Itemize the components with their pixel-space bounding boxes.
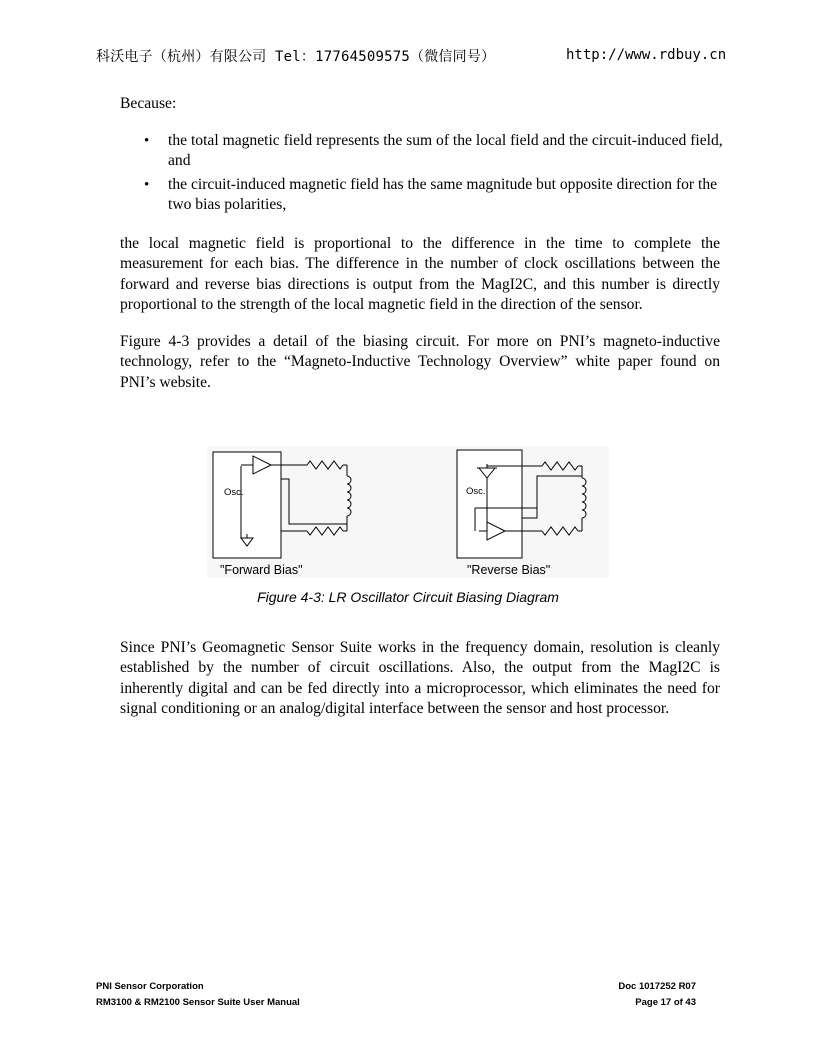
bullet-text: the circuit-induced magnetic field has the same magnitude but opposite direction for the two bias polarities, bbox=[168, 175, 718, 213]
forward-bias-label: "Forward Bias" bbox=[220, 563, 303, 577]
reverse-osc-label: Osc. bbox=[466, 486, 486, 497]
paragraph-frequency-domain: Since PNI’s Geomagnetic Sensor Suite works in the frequency domain, resolution is cleanly established by the number of circuit oscillations. Also, the output from the MagI2C is inherently digital and can be fed directly into a microprocessor, which eliminates the need for signal conditioning or an analog/digital interface between the sensor and host processor. bbox=[120, 638, 720, 718]
intro-text: Because: bbox=[120, 95, 177, 112]
bullet-icon: • bbox=[144, 132, 150, 149]
paragraph-figure-reference: Figure 4-3 provides a detail of the biasing circuit. For more on PNI’s magneto-inductive technology, refer to the “Magneto-Inductive Technology Overview” white paper found on PNI’s website. bbox=[120, 332, 720, 391]
footer-company: PNI Sensor Corporation bbox=[96, 981, 204, 992]
footer-page-number: Page 17 of 43 bbox=[635, 997, 696, 1008]
list-item bbox=[120, 131, 728, 172]
circuit-diagram bbox=[207, 446, 609, 578]
header-website-url[interactable]: http://www.rdbuy.cn bbox=[566, 47, 727, 63]
footer-manual-title: RM3100 & RM2100 Sensor Suite User Manual bbox=[96, 997, 300, 1008]
reverse-bias-label: "Reverse Bias" bbox=[467, 563, 551, 577]
page-body bbox=[120, 94, 723, 393]
paragraph-measurement: the local magnetic field is proportional to the difference in the time to complete the measurement for each bias. The difference in the number of clock oscillations between the forward and reverse bias directions is output from the MagI2C, and this number is directly proportional to the strength of the local magnetic field in the direction of the sensor. bbox=[120, 234, 720, 313]
bullet-icon: • bbox=[144, 176, 150, 193]
lr-oscillator-figure bbox=[207, 446, 609, 578]
figure-caption: Figure 4-3: LR Oscillator Circuit Biasing Diagram bbox=[257, 589, 559, 605]
bullet-text: the total magnetic field represents the sum of the local field and the circuit-induced field, and bbox=[168, 131, 723, 169]
forward-osc-label: Osc. bbox=[224, 487, 244, 498]
list-item bbox=[120, 175, 728, 216]
bullet-list bbox=[120, 131, 723, 216]
footer-doc-number: Doc 1017252 R07 bbox=[618, 981, 696, 992]
header-company-contact: 科沃电子（杭州）有限公司 Tel：17764509575（微信同号） bbox=[96, 49, 496, 65]
